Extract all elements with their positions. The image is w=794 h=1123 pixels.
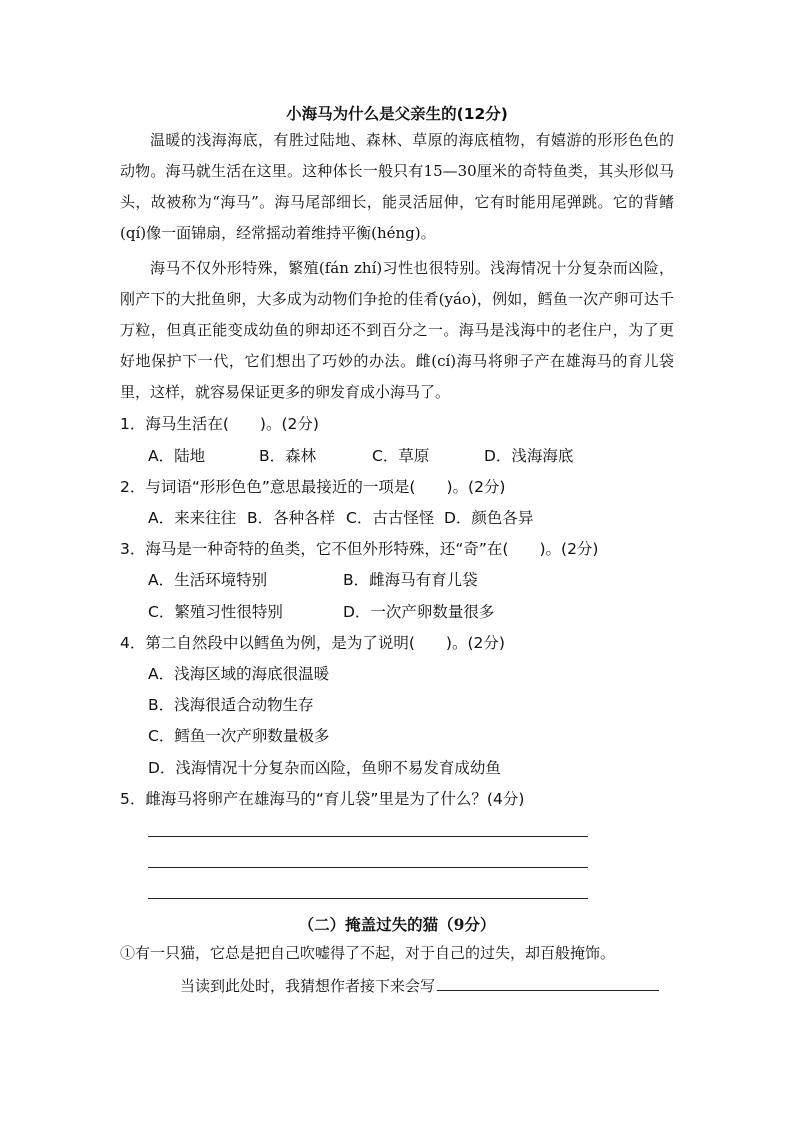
question-3-option-a[interactable]: A．生活环境特别	[148, 571, 268, 589]
question-2-option-c[interactable]: C．古古怪怪	[346, 509, 435, 527]
question-1: 1．海马生活在( )。(2分)	[120, 415, 319, 433]
passage-title: 小海马为什么是父亲生的(12分)	[286, 105, 508, 123]
question-1-option-a[interactable]: A．陆地	[148, 447, 206, 465]
question-1-option-c[interactable]: C．草原	[372, 447, 430, 465]
question-2-option-a[interactable]: A．来来往往	[148, 509, 237, 527]
question-1-option-b[interactable]: B．森林	[259, 447, 317, 465]
question-3-option-c[interactable]: C．繁殖习性很特别	[148, 603, 283, 621]
question-4-option-d[interactable]: D．浅海情况十分复杂而凶险，鱼卵不易发育成幼鱼	[148, 759, 501, 777]
passage-2-prompt-text: 当读到此处时，我猜想作者接下来会写	[180, 977, 436, 995]
passage-2-line-1: ①有一只猫，它总是把自己吹嘘得了不起，对于自己的过失，却百般掩饰。	[120, 944, 616, 962]
question-3-option-b[interactable]: B．雌海马有育儿袋	[343, 571, 478, 589]
prediction-answer-line[interactable]	[437, 976, 659, 991]
question-4-option-a[interactable]: A．浅海区域的海底很温暖	[148, 665, 330, 683]
answer-line-1[interactable]	[148, 836, 588, 837]
passage-2-prompt	[180, 973, 740, 999]
question-4-option-c[interactable]: C．鳕鱼一次产卵数量极多	[148, 727, 330, 745]
section-2-title: （二）掩盖过失的猫（9分）	[298, 915, 496, 934]
question-3-option-d[interactable]: D．一次产卵数量很多	[343, 603, 495, 621]
passage-paragraph-2: 海马不仅外形特殊，繁殖(fán zhí)习性也很特别。浅海情况十分复杂而凶险，刚产下的大批鱼卵，大多成为动物们争抢的佳肴(yáo)，例如，鳕鱼一次产卵可达千万粒，但真正能变成幼鱼的卵却还不到百分之一。海马是浅海中的老住户，为了更好地保护下一代，它们想出了巧妙的办法。雌(cí)海马将卵子产在雄海马的育儿袋里，这样，就容易保证更多的卵发育成小海马了。	[120, 259, 674, 401]
answer-line-2[interactable]	[148, 867, 588, 868]
question-4: 4．第二自然段中以鳕鱼为例，是为了说明( )。(2分)	[120, 634, 505, 652]
question-5: 5．雌海马将卵产在雄海马的“育儿袋”里是为了什么？(4分)	[120, 790, 525, 808]
question-2-option-d[interactable]: D．颜色各异	[444, 509, 534, 527]
passage-paragraph-1: 温暖的浅海海底，有胜过陆地、森林、草原的海底植物，有嬉游的形形色色的动物。海马就生活在这里。这种体长一般只有15—30厘米的奇特鱼类，其头形似马头，故被称为“海马”。海马尾部细长，能灵活屈伸，它有时能用尾弹跳。它的背鳍(qí)像一面锦扇，经常摇动着维持平衡(héng)。	[120, 131, 674, 242]
question-1-option-d[interactable]: D．浅海海底	[484, 447, 574, 465]
question-2-option-b[interactable]: B．各种各样	[247, 509, 336, 527]
question-3: 3．海马是一种奇特的鱼类，它不但外形特殊，还“奇”在( )。(2分)	[120, 540, 599, 558]
answer-line-3[interactable]	[148, 898, 588, 899]
question-4-option-b[interactable]: B．浅海很适合动物生存	[148, 696, 314, 714]
question-2: 2．与词语“形形色色”意思最接近的一项是( )。(2分)	[120, 478, 506, 496]
